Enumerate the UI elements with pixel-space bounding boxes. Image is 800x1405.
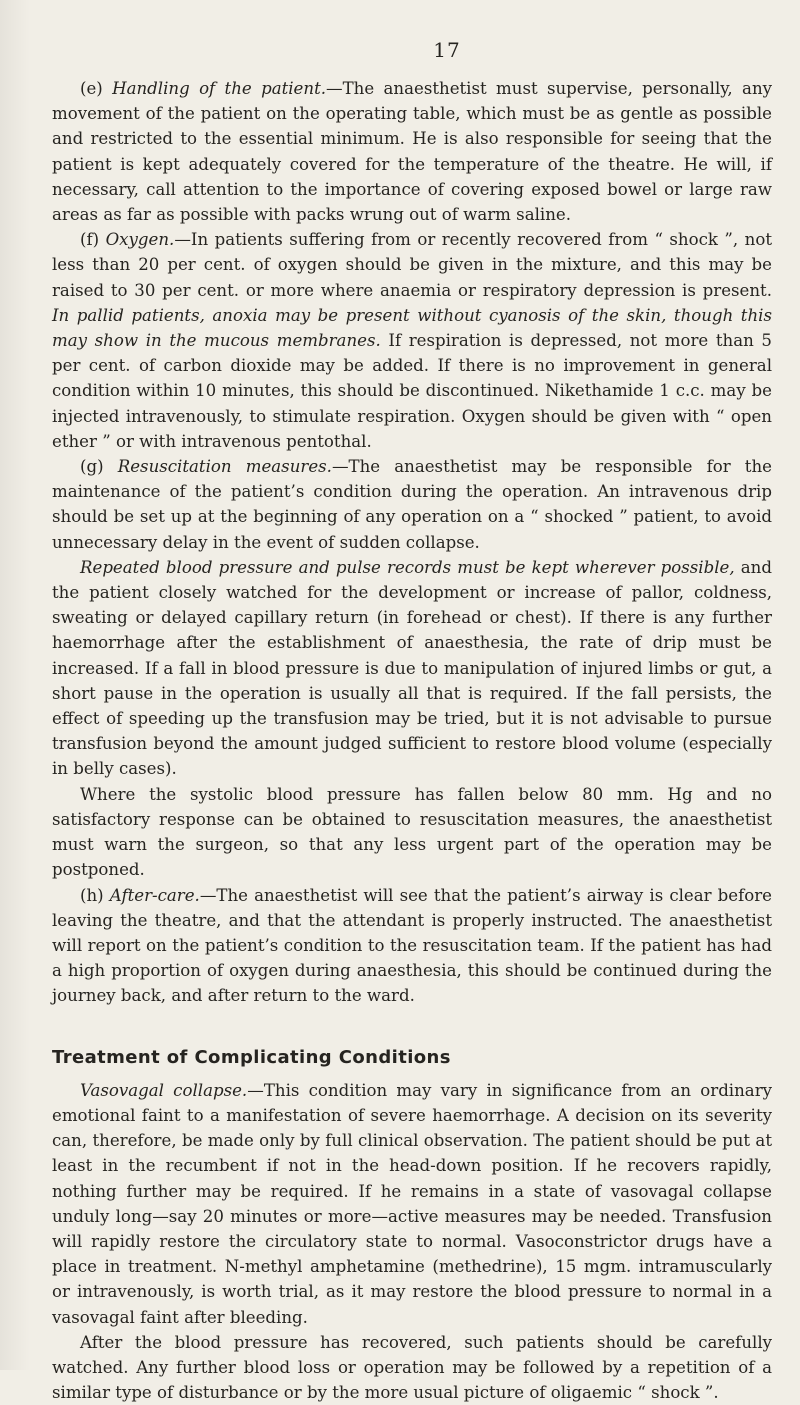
paragraph-vasovagal bbox=[52, 1078, 772, 1330]
paragraph-lead: Vasovagal collapse. bbox=[80, 1080, 248, 1100]
paragraph-after-care bbox=[52, 883, 772, 1009]
paragraph-body: Where the systolic blood pressure has fallen below 80 mm. Hg and no satisfactory response can be obtained to resuscitation measures, the anaesthetist must warn the surgeon, so that any less urgent part of the operation may be postponed. bbox=[52, 784, 772, 880]
page-number: 17 bbox=[433, 38, 461, 62]
paragraph-body: —The anaesthetist may be responsible for the maintenance of the patient’s condition during the operation. An intravenous drip should be set up at the beginning of any operation on a “ shocked ” patient, to avoid unnecessary delay in the event of sudden collapse. bbox=[52, 457, 772, 552]
paragraph-lead: Handling of the patient. bbox=[112, 79, 327, 98]
paragraph-body: After the blood pressure has recovered, such patients should be carefully watched. Any further blood loss or operation may be followed by a repetition of a similar type of disturbance or by the more usual picture of oligaemic “ shock ”. bbox=[52, 1332, 772, 1403]
paragraph-after-recovery bbox=[52, 1330, 772, 1405]
paragraph-emphasis: In pallid patients, anoxia may be present without cyanosis of the skin, though this may show in the mucous membranes. bbox=[52, 305, 772, 351]
paragraph-body: and the patient closely watched for the development or increase of pallor, coldness, sweating or delayed capillary return (in forehead or chest). If there is any further haemorrhage after the establishment of anaesthesia, the rate of drip must be increased. If a fall in blood pressure is due to manipulation of injured limbs or gut, a short pause in the operation is usually all that is required. If the fall persists, the effect of speeding up the transfusion may be tried, but it is not advisable to pursue transfusion beyond the amount judged sufficient to restore blood volume (especially in belly cases). bbox=[52, 557, 772, 779]
paragraph-label: (f) bbox=[80, 230, 106, 250]
paragraph-lead: Oxygen. bbox=[105, 230, 175, 250]
paragraph-resuscitation bbox=[52, 454, 772, 555]
paragraph-body: —The anaesthetist must supervise, personally, any movement of the patient on the operating table, which must be as gentle as possible and restricted to the essential minimum. He is also responsible for seeing that the patient is kept adequately covered for the temperature of the theatre. He will, if necessary, call attention to the importance of covering exposed bowel or large raw areas as far as possible with packs wrung out of warm saline. bbox=[52, 79, 773, 225]
paragraph-oxygen bbox=[52, 227, 772, 454]
paragraph-label: (e) bbox=[80, 79, 113, 98]
body-text bbox=[52, 76, 772, 1405]
paragraph-body: —In patients suffering from or recently recovered from “ shock ”, not less than 20 per cent. of oxygen should be given in the mixture, and this may be raised to 30 per cent. or more where anaemia or respiratory depression is present. bbox=[52, 230, 772, 300]
paragraph-body: —This condition may vary in significance from an ordinary emotional faint to a manifestation of severe haemorrhage. A decision on its severity can, therefore, be made only by full clinical observation. The patient should be put at least in the recumbent if not in the head-down position. If he recovers rapidly, nothing further may be required. If he remains in a state of vasovagal collapse unduly long—say 20 minutes or more—active measures may be needed. Transfusion will rapidly restore the circulatory state to normal. Vasoconstrictor drugs have a place in treatment. N-methyl amphetamine (methedrine), 15 mgm. intramuscularly or intravenously, is worth trial, as it may restore the blood pressure to normal in a vasovagal faint after bleeding. bbox=[52, 1080, 773, 1327]
paragraph-label: (g) bbox=[80, 457, 118, 477]
paragraph-systolic bbox=[52, 782, 772, 883]
paragraph-blood-pressure-records bbox=[52, 555, 772, 782]
paragraph-handling-patient bbox=[52, 76, 772, 227]
section-heading: Treatment of Complicating Conditions bbox=[52, 1046, 451, 1068]
paragraph-label: (h) bbox=[80, 885, 110, 905]
paragraph-lead: Resuscitation measures. bbox=[117, 457, 332, 477]
paragraph-body-continued: If respiration is depressed, not more than 5 per cent. of carbon dioxide may be added. If there is no improvement in general condition within 10 minutes, this should be discontinued. Nikethamide 1 c.c. may be injected intravenously, to stimulate respiration. Oxygen should be given with “ open ether ” or with intravenous pentothal. bbox=[52, 331, 772, 451]
paragraph-lead: After-care. bbox=[109, 885, 200, 905]
paragraph-lead: Repeated blood pressure and pulse records must be kept wherever possible, bbox=[80, 557, 735, 577]
paragraph-body: —The anaesthetist will see that the patient’s airway is clear before leaving the theatre, and that the attendant is properly instructed. The anaesthetist will report on the patient’s condition to the resuscitation team. If the patient has had a high proportion of oxygen during anaesthesia, this should be continued during the journey back, and after return to the ward. bbox=[52, 885, 772, 1006]
